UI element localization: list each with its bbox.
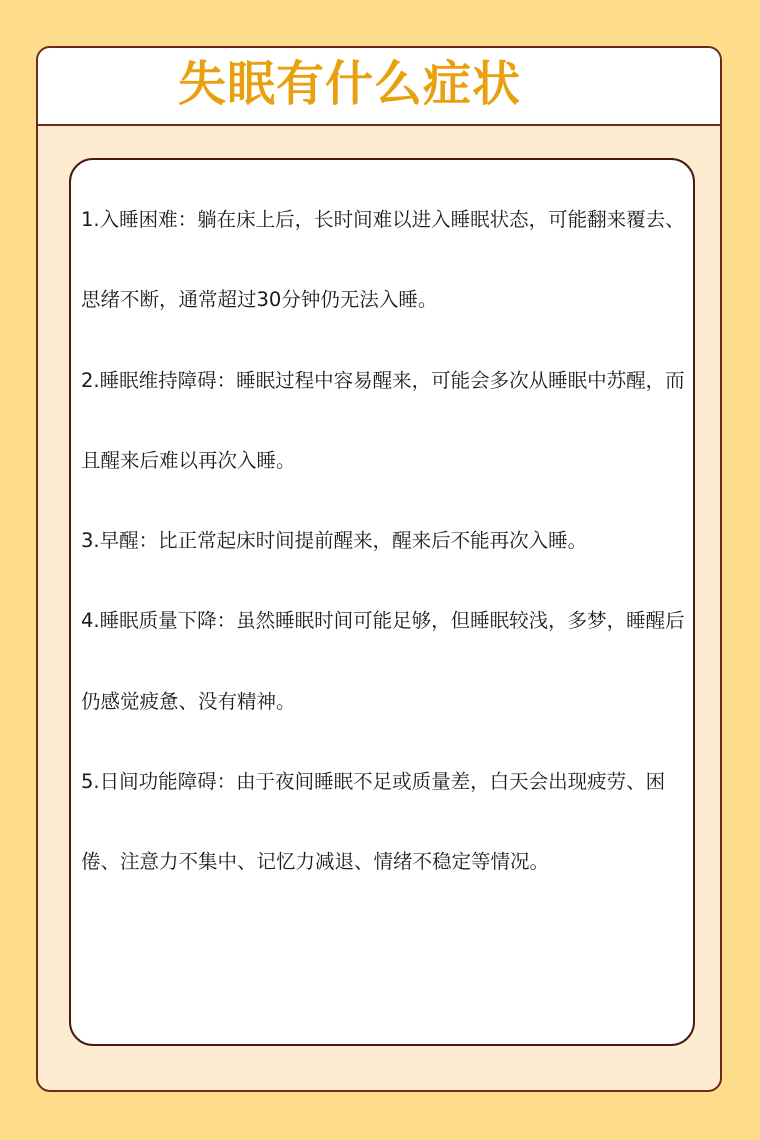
symptom-item-4: 4.睡眠质量下降：虽然睡眠时间可能足够，但睡眠较浅，多梦，睡醒后仍感觉疲惫、没有精神。 — [81, 609, 685, 713]
header-band — [38, 48, 720, 126]
symptom-item-1: 1.入睡困难：躺在床上后，长时间难以进入睡眠状态，可能翻来覆去、思绪不断，通常超过30分钟仍无法入睡。 — [81, 208, 685, 312]
symptom-list — [81, 180, 687, 903]
outer-card — [36, 46, 722, 1092]
content-card — [69, 158, 695, 1046]
symptom-item-2: 2.睡眠维持障碍：睡眠过程中容易醒来，可能会多次从睡眠中苏醒，而且醒来后难以再次入睡。 — [81, 368, 685, 472]
symptom-item-5: 5.日间功能障碍：由于夜间睡眠不足或质量差，白天会出现疲劳、困倦、注意力不集中、记忆力减退、情绪不稳定等情况。 — [81, 770, 666, 874]
symptom-item-3: 3.早醒：比正常起床时间提前醒来，醒来后不能再次入睡。 — [81, 529, 588, 553]
page-title: 失眠有什么症状 — [178, 56, 522, 112]
